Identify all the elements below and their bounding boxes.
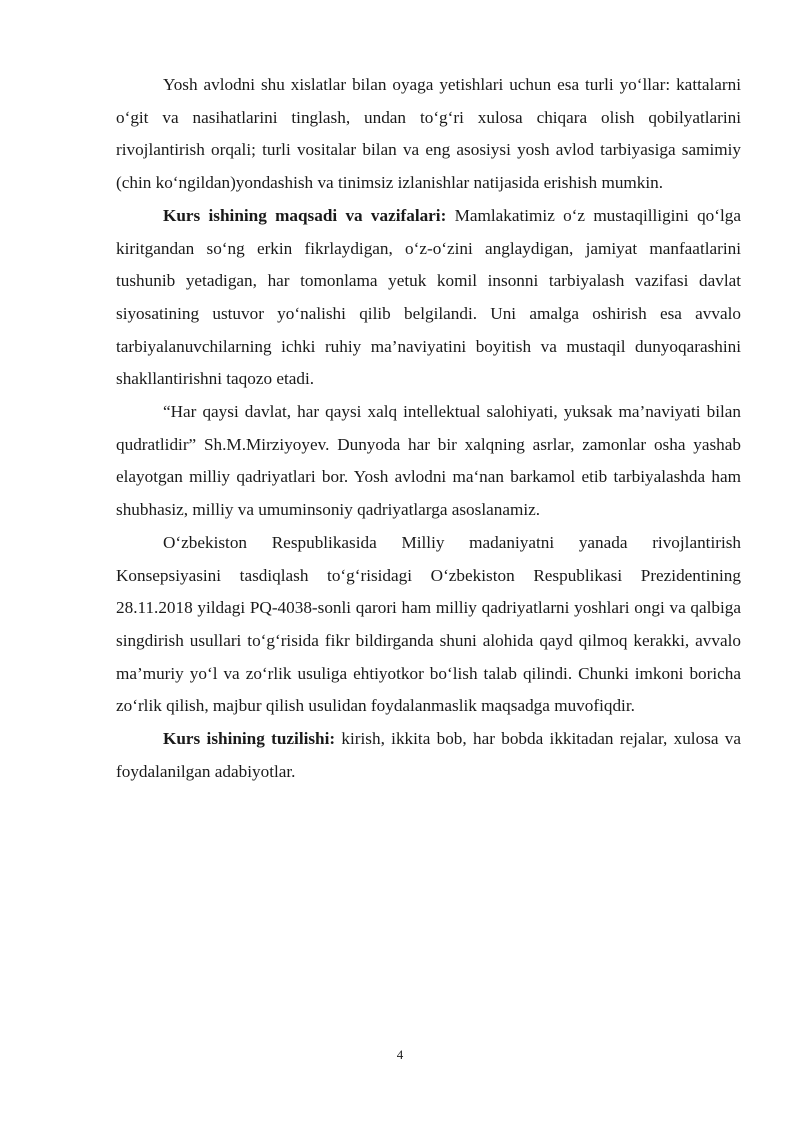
paragraph-structure <box>116 723 741 788</box>
paragraph-goals <box>116 200 741 396</box>
paragraph-text: Mamlakatimiz o‘z mustaqilligini qo‘lga kiritgandan so‘ng erkin fikrlaydigan, o‘z-o‘zini anglaydigan, jamiyat manfaatlarini tushunib yetadigan, har tomonlama yetuk komil insonni tarbiyalash vazifasi davlat siyosatining ustuvor yo‘nalishi qilib belgilandi. Uni amalga oshirish esa avvalo tarbiyalanuvchilarning ichki ruhiy ma’naviyatini boyitish va mustaqil dunyoqarashini shakllantirishni taqozo etadi. <box>116 205 741 389</box>
paragraph-decree <box>116 527 741 723</box>
section-heading-structure: Kurs ishining tuzilishi: <box>163 729 336 749</box>
section-heading-goals: Kurs ishining maqsadi va vazifalari: <box>163 205 447 225</box>
paragraph-text: “Har qaysi davlat, har qaysi xalq intellektual salohiyati, yuksak ma’naviyati bilan qudratlidir” Sh.M.Mirziyoyev. Dunyoda har bir xalqning asrlar, zamonlar osha yashab elayotgan milliy qadriyatlari bor. Yosh avlodni ma‘nan barkamol etib tarbiyalashda ham shubhasiz, milliy va umuminsoniy qadriyatlarga asoslanamiz. <box>116 402 741 520</box>
paragraph-text: Yosh avlodni shu xislatlar bilan oyaga yetishlari uchun esa turli yo‘llar: kattalarni o‘git va nasihatlarini tinglash, undan to‘g‘ri xulosa chiqara olish qobilyatlarini rivojlantirish orqali; turli vositalar bilan va eng asosiysi yosh avlod tarbiyasiga samimiy (chin ko‘ngildan)yondashish va tinimsiz izlanishlar natijasida erishish mumkin. <box>116 75 741 193</box>
paragraph-intro <box>116 69 741 200</box>
body-text <box>116 69 741 788</box>
paragraph-text: O‘zbekiston Respublikasida Milliy madaniyatni yanada rivojlantirish Konsepsiyasini tasdiqlash to‘g‘risidagi O‘zbekiston Respublikasi Prezidentining 28.11.2018 yildagi PQ-4038-sonli qarori ham milliy qadriyatlarni yoshlari ongi va qalbiga singdirish usullari to‘g‘risida fikr bildirganda shuni alohida qayd qilmoq kerakki, avvalo ma’muriy yo‘l va zo‘rlik usuliga ehtiyotkor bo‘lish talab qilindi. Chunki imkoni boricha zo‘rlik qilish, majbur qilish usulidan foydalanmaslik maqsadga muvofiqdir. <box>116 532 741 716</box>
paragraph-text: kirish, ikkita bob, har bobda ikkitadan rejalar, xulosa va foydalanilgan adabiyotlar. <box>116 729 741 781</box>
paragraph-quote <box>116 396 741 527</box>
page-number: 4 <box>396 1047 404 1062</box>
